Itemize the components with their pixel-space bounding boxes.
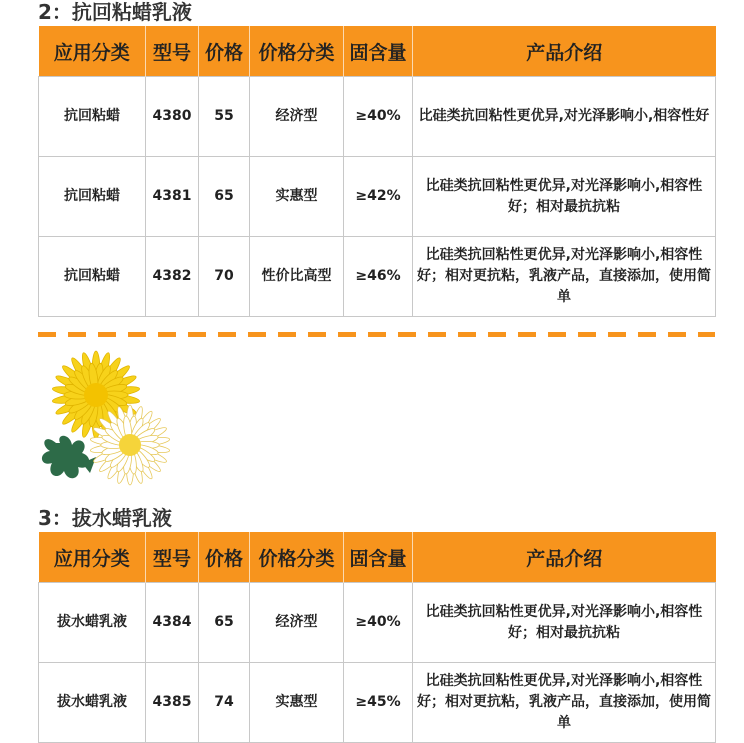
cell-category: 抗回粘蜡	[39, 157, 146, 237]
cell-price: 55	[199, 77, 250, 157]
header-category: 应用分类	[39, 26, 146, 77]
header-description: 产品介绍	[413, 532, 716, 583]
header-model: 型号	[146, 532, 199, 583]
cell-description: 比硅类抗回粘性更优异,对光泽影响小,相容性好	[413, 77, 716, 157]
header-model: 型号	[146, 26, 199, 77]
header-price-class: 价格分类	[250, 26, 344, 77]
table-row	[39, 663, 716, 743]
cell-price: 65	[199, 157, 250, 237]
cell-price-class: 实惠型	[250, 663, 344, 743]
cell-solid-content: ≥45%	[344, 663, 413, 743]
cell-description: 比硅类抗回粘性更优异,对光泽影响小,相容性好；相对更抗粘，乳液产品，直接添加，使用简单	[413, 663, 716, 743]
header-description: 产品介绍	[413, 26, 716, 77]
header-price: 价格	[199, 532, 250, 583]
cell-model: 4384	[146, 583, 199, 663]
header-solid-content: 固含量	[344, 532, 413, 583]
table-row	[39, 157, 716, 237]
header-category: 应用分类	[39, 532, 146, 583]
table-header-row	[39, 532, 716, 583]
cell-solid-content: ≥42%	[344, 157, 413, 237]
cell-category: 拔水蜡乳液	[39, 583, 146, 663]
cell-price-class: 经济型	[250, 77, 344, 157]
table-row	[39, 583, 716, 663]
chrysanthemum-icon	[38, 345, 178, 495]
cell-price-class: 实惠型	[250, 157, 344, 237]
cell-category: 抗回粘蜡	[39, 237, 146, 317]
cell-description: 比硅类抗回粘性更优异,对光泽影响小,相容性好；相对最抗抗粘	[413, 583, 716, 663]
header-price-class: 价格分类	[250, 532, 344, 583]
wax-table-water-repellent	[38, 532, 716, 743]
cell-price-class: 性价比高型	[250, 237, 344, 317]
cell-description: 比硅类抗回粘性更优异,对光泽影响小,相容性好；相对更抗粘，乳液产品，直接添加，使用简单	[413, 237, 716, 317]
white-flower-center	[119, 434, 141, 456]
cell-model: 4381	[146, 157, 199, 237]
cell-category: 拔水蜡乳液	[39, 663, 146, 743]
header-price: 价格	[199, 26, 250, 77]
cell-category: 抗回粘蜡	[39, 77, 146, 157]
cell-description: 比硅类抗回粘性更优异,对光泽影响小,相容性好；相对最抗抗粘	[413, 157, 716, 237]
yellow-flower-center	[84, 383, 108, 407]
cell-model: 4385	[146, 663, 199, 743]
wax-table-anti-blocking	[38, 26, 716, 317]
cell-solid-content: ≥40%	[344, 583, 413, 663]
cell-model: 4380	[146, 77, 199, 157]
table-header-row	[39, 26, 716, 77]
cell-model: 4382	[146, 237, 199, 317]
cell-price: 74	[199, 663, 250, 743]
cell-solid-content: ≥46%	[344, 237, 413, 317]
cell-price-class: 经济型	[250, 583, 344, 663]
section-3-title: 3：拔水蜡乳液	[38, 506, 172, 530]
cell-price: 70	[199, 237, 250, 317]
table-row	[39, 77, 716, 157]
cell-solid-content: ≥40%	[344, 77, 413, 157]
dashed-divider	[38, 332, 715, 337]
cell-price: 65	[199, 583, 250, 663]
table-row	[39, 237, 716, 317]
section-2-title: 2：抗回粘蜡乳液	[38, 0, 192, 24]
header-solid-content: 固含量	[344, 26, 413, 77]
